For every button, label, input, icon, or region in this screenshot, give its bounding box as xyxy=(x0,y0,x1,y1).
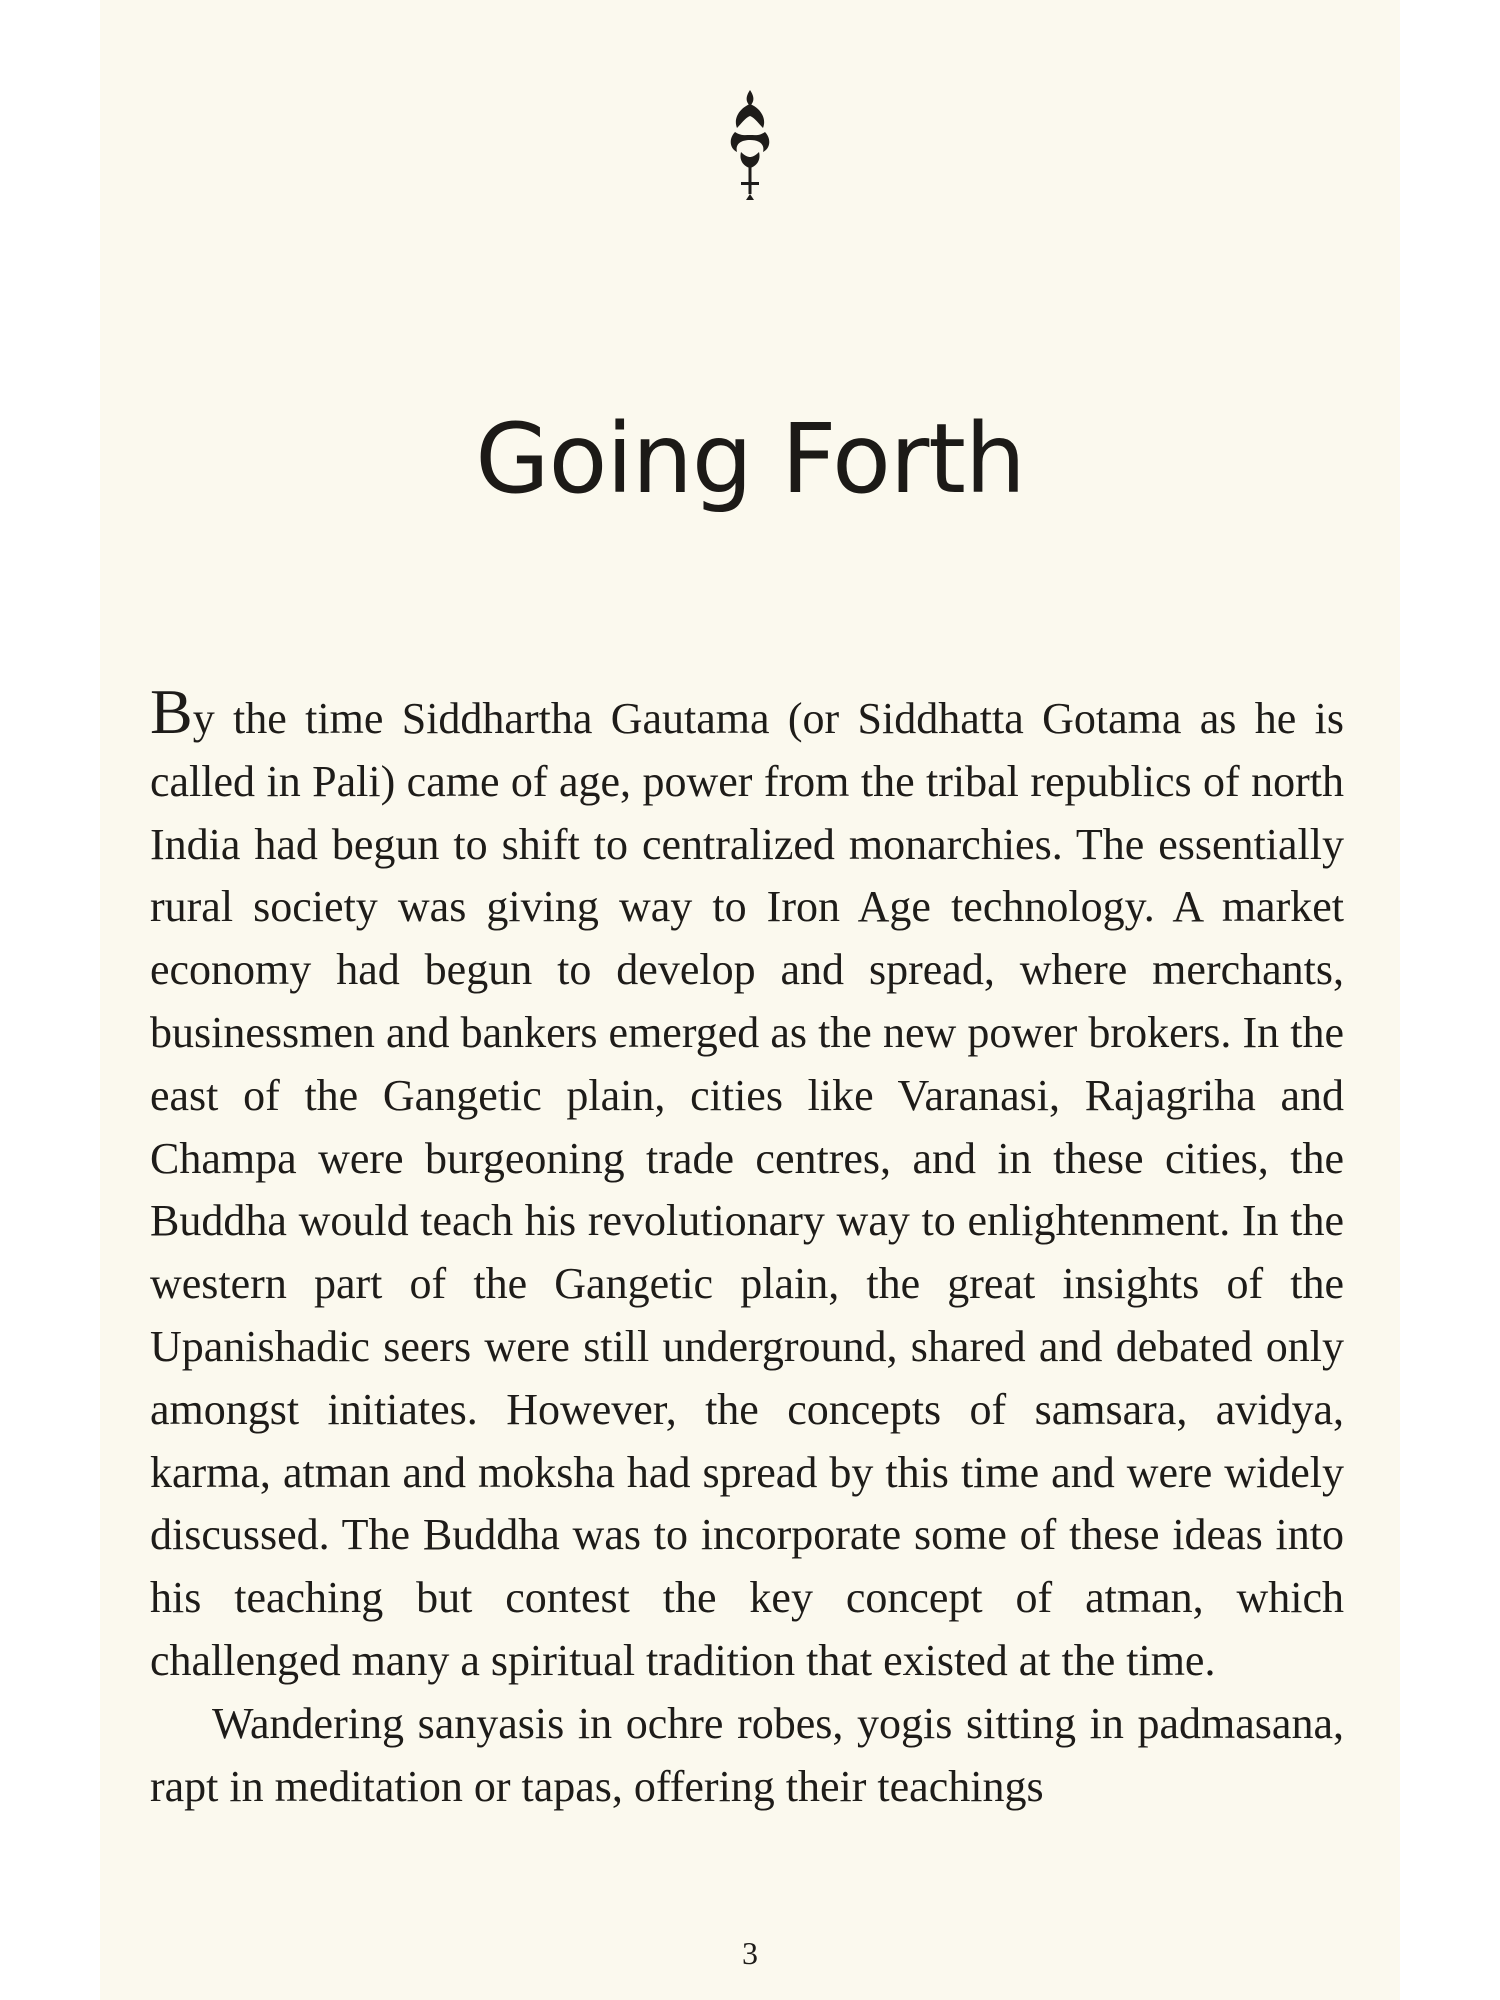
paragraph-2: Wandering sanyasis in ochre robes, yogis sitting in padmasana, rapt in meditation or tapas, offering their teachings xyxy=(150,1698,1344,1811)
book-page xyxy=(100,0,1400,2000)
chapter-title: Going Forth xyxy=(475,403,1025,516)
initial-letter: B xyxy=(150,676,193,747)
paragraph-1-text: y the time Siddhartha Gautama (or Siddhatta Gotama as he is called in Pali) came of age, power from the tribal republics of north India had begun to shift to centralized monarchies. The essentially rural society was giving way to Iron Age technology. A market economy had begun to develop and spread, where merchants, businessmen and bankers emerged as the new power brokers. In the east of the Gangetic plain, cities like Varanasi, Rajagriha and Champa were burgeoning trade centres, and in these cities, the Buddha would teach his revolutionary way to enlightenment. In the western part of the Gangetic plain, the great insights of the Upanishadic seers were still underground, shared and debated only amongst initiates. However, the concepts of samsara, avidya, karma, atman and moksha had spread by this time and were widely discussed. The Buddha was to incorporate some of these ideas into his teaching but contest the key concept of atman, which challenged many a spiritual tradition that existed at the time. xyxy=(150,694,1344,1685)
paragraph-1 xyxy=(150,676,1344,1693)
floral-ornament-icon xyxy=(715,88,785,203)
body-text xyxy=(150,676,1344,1818)
page-number: 3 xyxy=(742,1935,758,1971)
